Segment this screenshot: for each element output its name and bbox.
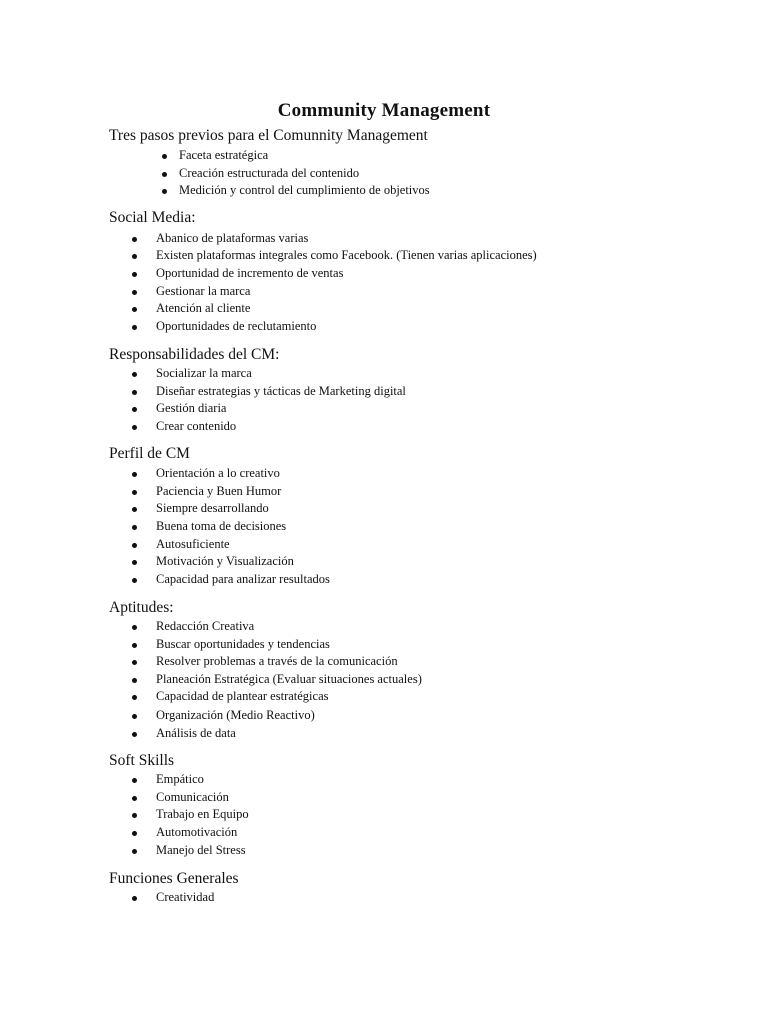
list-item: Capacidad para analizar resultados [156, 572, 330, 586]
bullet-icon [132, 425, 137, 430]
list-item: Organización (Medio Reactivo) [156, 708, 315, 722]
bullet-icon [132, 490, 137, 495]
bullet-icon [132, 325, 137, 330]
list-item: Empático [156, 772, 204, 786]
section-heading-tres-pasos-previos-para-el-comunnity-management: Tres pasos previos para el Comunnity Management [109, 127, 428, 144]
section-heading-aptitudes: Aptitudes: [109, 599, 174, 616]
bullet-icon [132, 714, 137, 719]
bullet-icon [162, 154, 167, 159]
list-item: Crear contenido [156, 419, 237, 433]
list-item: Análisis de data [156, 726, 236, 740]
bullet-icon [132, 272, 137, 277]
bullet-icon [132, 578, 137, 583]
bullet-icon [132, 831, 137, 836]
section-heading-soft-skills: Soft Skills [109, 752, 175, 769]
bullet-icon [132, 813, 137, 818]
list-item: Faceta estratégica [179, 148, 269, 162]
bullet-icon [132, 778, 137, 783]
bullet-icon [132, 307, 137, 312]
bullet-icon [132, 643, 137, 648]
bullet-icon [132, 560, 137, 565]
list-item: Comunicación [156, 790, 229, 804]
list-item: Gestión diaria [156, 401, 227, 415]
section-heading-responsabilidades-del-cm: Responsabilidades del CM: [109, 346, 280, 363]
list-item: Motivación y Visualización [156, 554, 294, 568]
list-item: Redacción Creativa [156, 619, 255, 633]
section-heading-social-media: Social Media: [109, 209, 196, 226]
bullet-icon [132, 407, 137, 412]
list-item: Oportunidad de incremento de ventas [156, 266, 344, 280]
page-title: Community Management [277, 100, 491, 121]
bullet-icon [132, 525, 137, 530]
list-item: Buena toma de decisiones [156, 519, 287, 533]
list-item: Capacidad de plantear estratégicas [156, 689, 329, 703]
bullet-icon [132, 660, 137, 665]
bullet-icon [132, 372, 137, 377]
bullet-icon [162, 172, 167, 177]
list-item: Buscar oportunidades y tendencias [156, 637, 330, 651]
bullet-icon [132, 472, 137, 477]
bullet-icon [132, 543, 137, 548]
section-heading-perfil-de-cm: Perfil de CM [109, 445, 190, 462]
section-heading-funciones-generales: Funciones Generales [109, 870, 239, 887]
list-item: Creación estructurada del contenido [179, 166, 360, 180]
bullet-icon [132, 254, 137, 259]
list-item: Atención al cliente [156, 301, 251, 315]
list-item: Trabajo en Equipo [156, 807, 249, 821]
bullet-icon [132, 678, 137, 683]
list-item: Existen plataformas integrales como Facebook. (Tienen varias aplicaciones) [156, 248, 537, 262]
list-item: Resolver problemas a través de la comunicación [156, 654, 398, 668]
bullet-icon [132, 507, 137, 512]
list-item: Diseñar estrategias y tácticas de Marketing digital [156, 384, 406, 398]
bullet-icon [132, 695, 137, 700]
bullet-icon [132, 290, 137, 295]
bullet-icon [132, 625, 137, 630]
list-item: Oportunidades de reclutamiento [156, 319, 317, 333]
list-item: Creatividad [156, 890, 215, 904]
list-item: Medición y control del cumplimiento de objetivos [179, 183, 430, 197]
list-item: Orientación a lo creativo [156, 466, 280, 480]
list-item: Socializar la marca [156, 366, 252, 380]
bullet-icon [132, 896, 137, 901]
bullet-icon [132, 237, 137, 242]
list-item: Autosuficiente [156, 537, 230, 551]
list-item: Automotivación [156, 825, 238, 839]
bullet-icon [132, 390, 137, 395]
list-item: Siempre desarrollando [156, 501, 269, 515]
list-item: Planeación Estratégica (Evaluar situaciones actuales) [156, 672, 422, 686]
list-item: Paciencia y Buen Humor [156, 484, 282, 498]
list-item: Gestionar la marca [156, 284, 251, 298]
bullet-icon [132, 796, 137, 801]
bullet-icon [132, 732, 137, 737]
list-item: Abanico de plataformas varias [156, 231, 309, 245]
list-item: Manejo del Stress [156, 843, 246, 857]
bullet-icon [162, 189, 167, 194]
bullet-icon [132, 849, 137, 854]
